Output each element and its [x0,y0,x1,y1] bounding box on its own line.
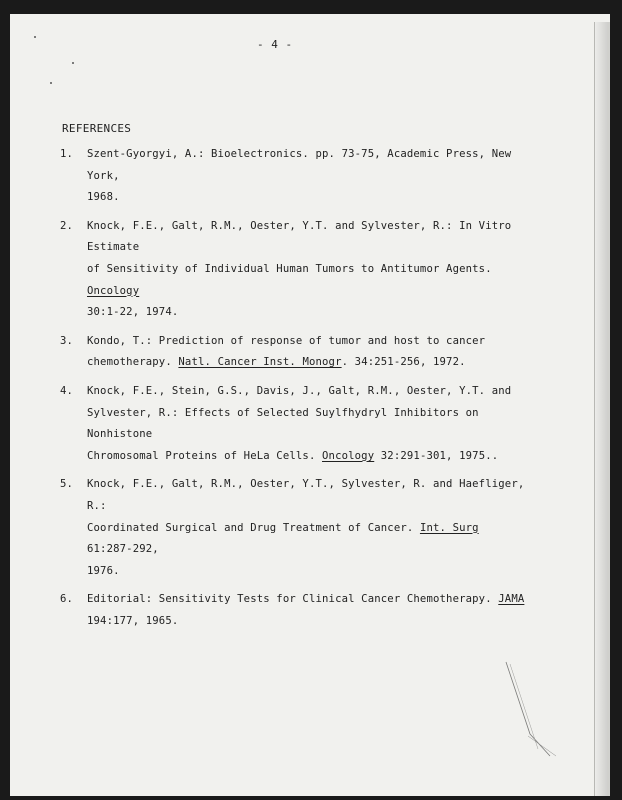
reference-line [87,331,530,353]
reference-text: Sylvester, R.: Effects of Selected Suylfhydryl Inhibitors on Nonhistone [87,406,479,441]
reference-text: Coordinated Surgical and Drug Treatment of Cancer. [87,521,420,534]
reference-text: Knock, F.E., Galt, R.M., Oester, Y.T. and Sylvester, R.: In Vitro Estimate [87,219,512,254]
reference-item [60,144,530,209]
reference-number: 4. [60,384,74,397]
references-heading: REFERENCES [62,122,132,135]
reference-line [87,187,530,209]
reference-item [60,216,530,324]
journal-title: Int. Surg [419,521,479,534]
reference-text: . 34:251-256, 1972. [341,356,466,369]
reference-line [87,518,530,561]
references-list [60,144,530,639]
journal-title: Oncology [322,449,375,462]
reference-text: 1968. [87,191,120,204]
reference-item [60,474,530,582]
reference-line [87,352,530,374]
reference-text: Editorial: Sensitivity Tests for Clinical Cancer Chemotherapy. [87,593,499,606]
reference-text: 194:177, 1965. [87,614,179,627]
reference-number: 5. [60,478,74,491]
reference-text: 30:1-22, 1974. [87,306,179,319]
reference-line [87,403,530,446]
journal-title: JAMA [498,593,525,606]
reference-line [87,144,530,187]
reference-number: 2. [60,219,74,232]
reference-line [87,446,530,468]
page-number: - 4 - [257,38,293,51]
reference-line [87,611,530,633]
journal-title: Natl. Cancer Inst. Monogr [178,356,342,369]
reference-line [87,259,530,302]
reference-text: Knock, F.E., Stein, G.S., Davis, J., Galt, R.M., Oester, Y.T. and [87,384,512,397]
reference-text: 32:291-301, 1975.. [374,449,499,462]
reference-text: Kondo, T.: Prediction of response of tumor and host to cancer [87,334,486,347]
reference-number: 6. [60,593,74,606]
document-page [10,14,610,796]
reference-text: Knock, F.E., Galt, R.M., Oester, Y.T., Sylvester, R. and Haefliger, R.: [87,478,525,512]
reference-line [87,216,530,259]
reference-text: Szent-Gyorgyi, A.: Bioelectronics. pp. 73-75, Academic Press, New York, [87,148,512,182]
reference-number: 1. [60,148,74,160]
reference-line [87,474,530,517]
reference-line [87,302,530,324]
reference-item [60,589,530,632]
reference-item [60,331,530,374]
reference-text: of Sensitivity of Individual Human Tumors to Antitumor Agents. [87,262,492,275]
reference-text: 61:287-292, [87,543,159,556]
reference-text: 1976. [87,564,120,577]
reference-line [87,561,530,583]
reference-line [87,589,530,611]
reference-item [60,381,530,467]
reference-number: 3. [60,334,74,347]
reference-text: chemotherapy. [87,356,179,369]
reference-line [87,381,530,403]
journal-title: Oncology [87,284,140,297]
reference-text: Chromosomal Proteins of HeLa Cells. [87,449,323,462]
